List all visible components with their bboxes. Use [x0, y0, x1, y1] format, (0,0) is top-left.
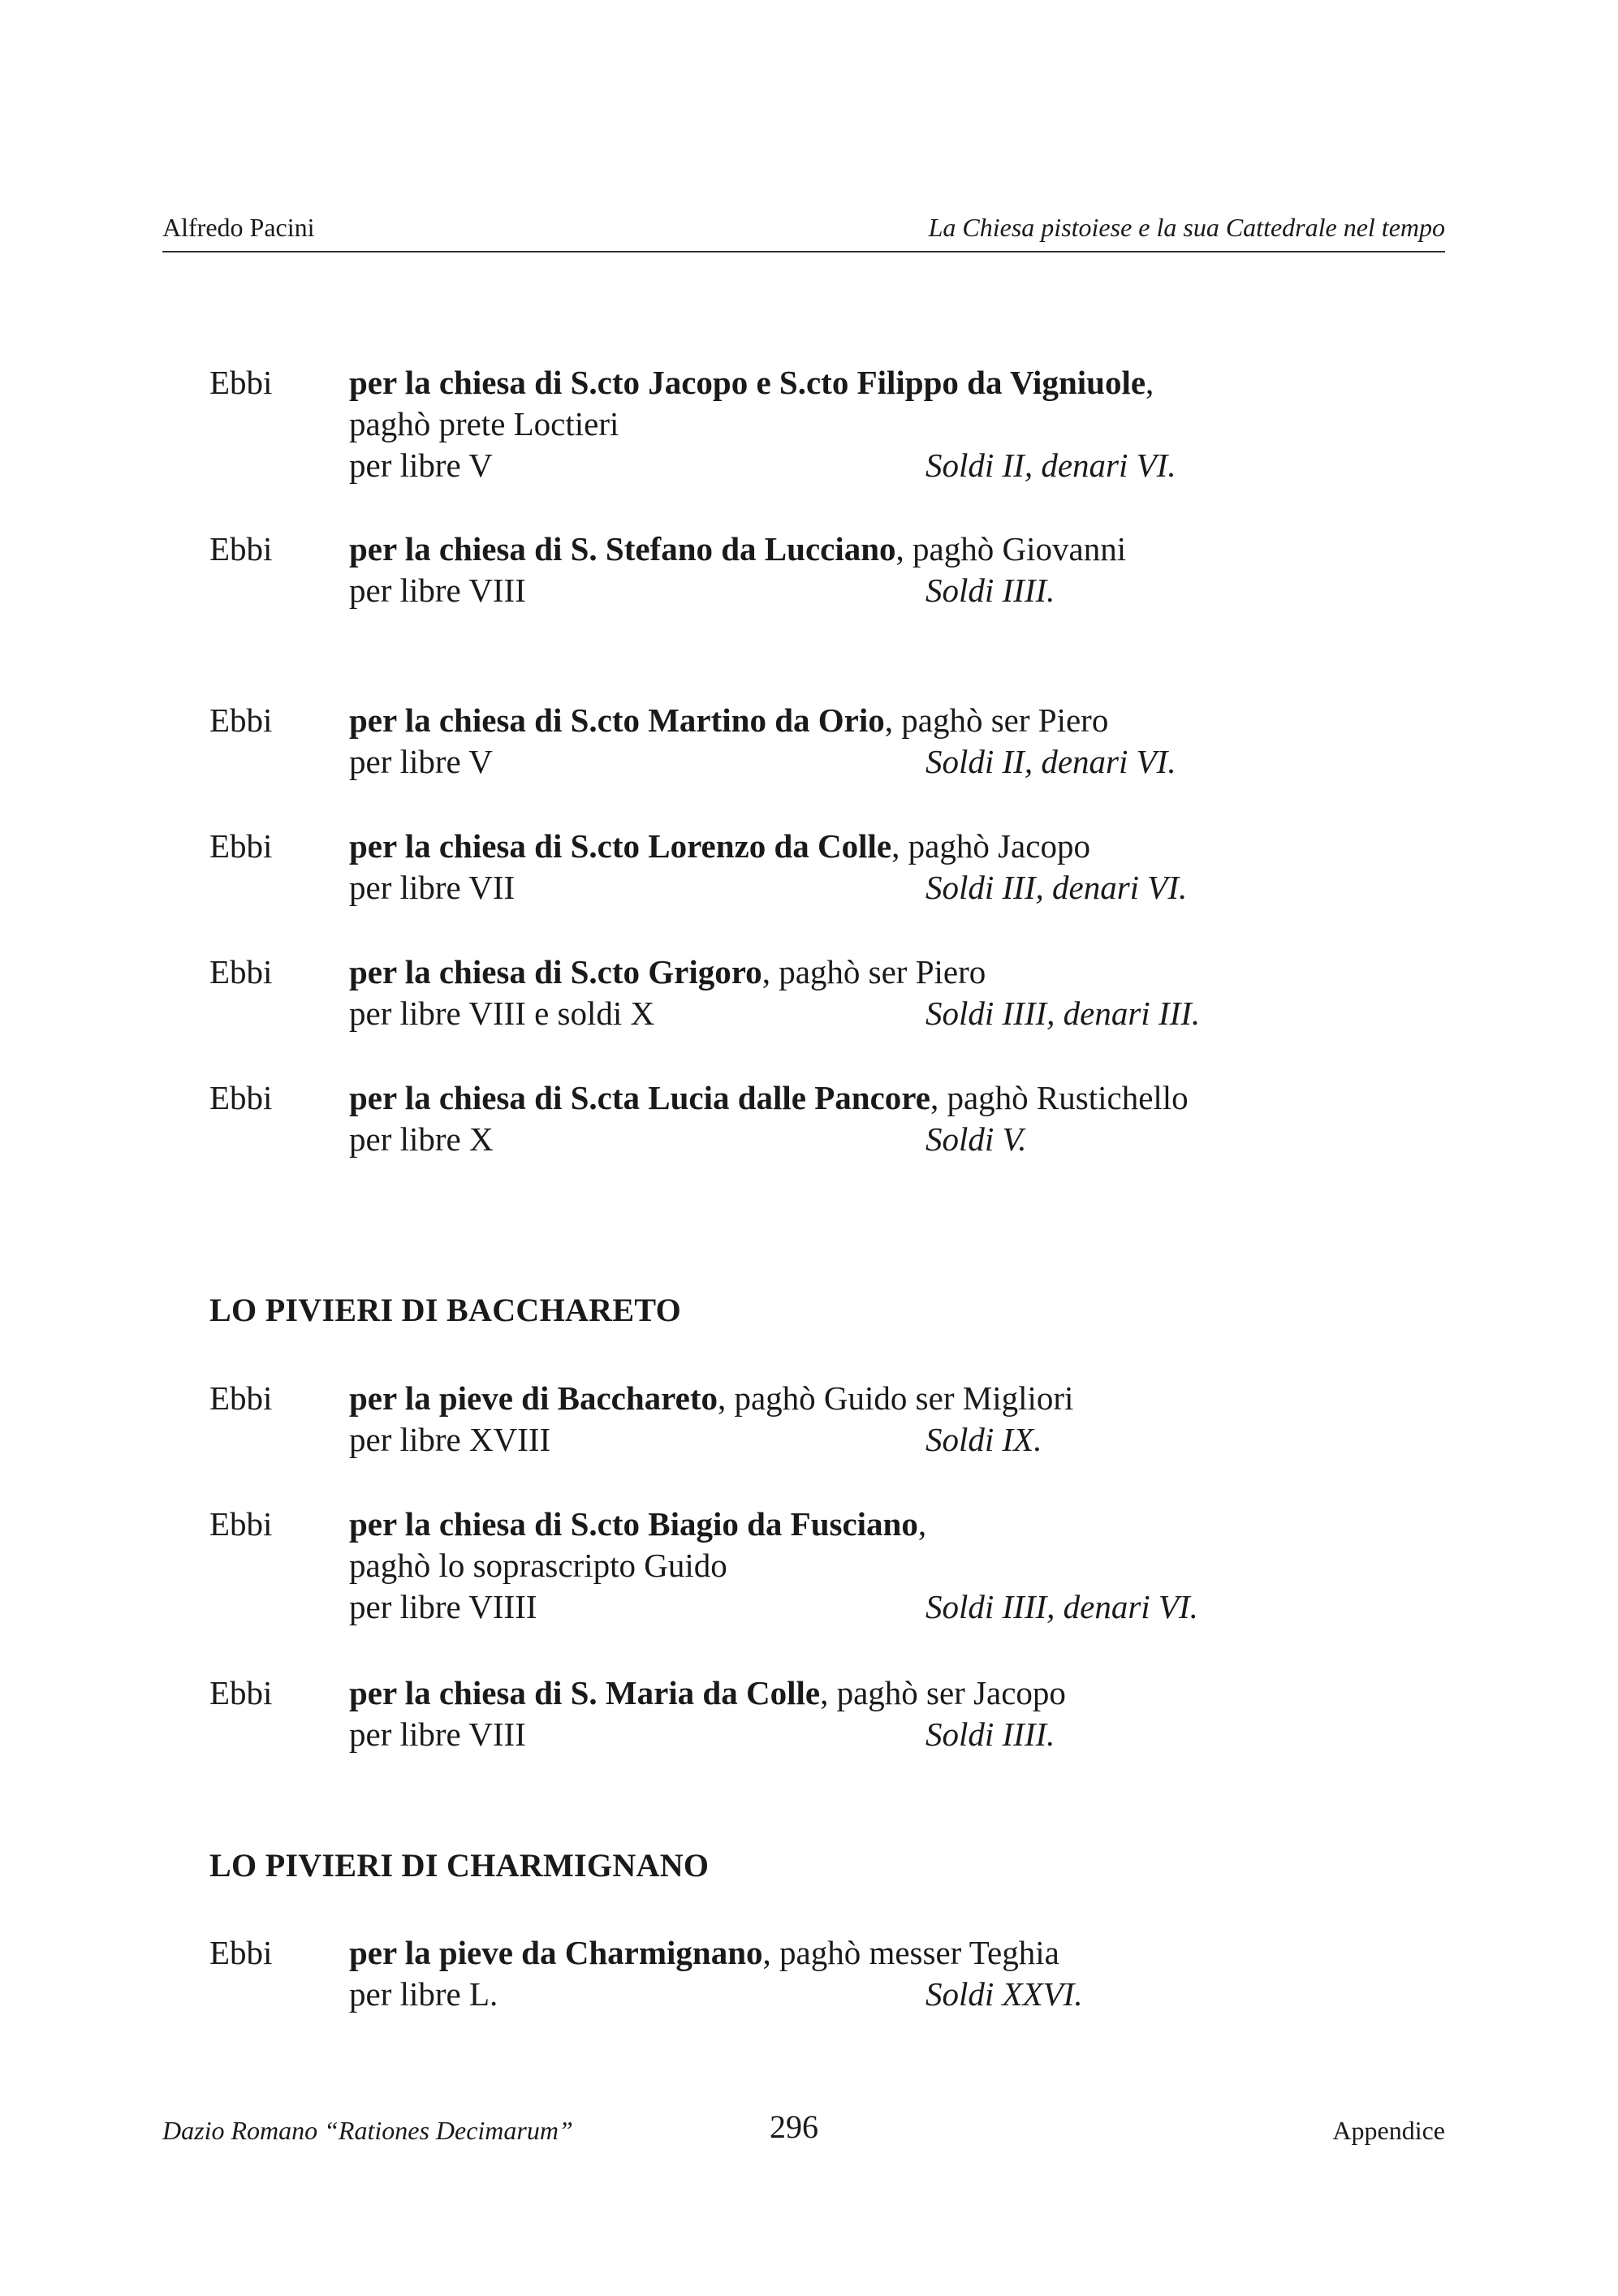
- entry-church: per la chiesa di S.cta Lucia dalle Pancore: [349, 1079, 930, 1116]
- entry-church: per la chiesa di S.cto Lorenzo da Colle: [349, 827, 892, 865]
- entry-church: per la pieve da Charmignano: [349, 1934, 763, 1971]
- entry-church: per la chiesa di S.cto Grigoro: [349, 953, 762, 990]
- running-header: [162, 213, 1445, 252]
- entry-base: per libre VIII e soldi X: [349, 995, 655, 1032]
- entry-verb: Ebbi: [209, 530, 273, 568]
- entry-base: per libre VII: [349, 869, 516, 906]
- entry-payer: , paghò messer Teghia: [762, 1934, 1059, 1971]
- entry-base: per libre VIIII: [349, 1588, 537, 1625]
- entry-payment: Soldi IIII, denari III.: [925, 995, 1201, 1032]
- entry-payment: Soldi IX.: [925, 1421, 1042, 1458]
- entry-verb: Ebbi: [209, 1079, 273, 1116]
- entry-payer: , paghò Giovanni: [895, 530, 1127, 568]
- entry-payer: ,: [917, 1505, 927, 1543]
- entry-verb: Ebbi: [209, 1379, 273, 1417]
- entry-payment: Soldi IIII.: [925, 1716, 1055, 1753]
- entry-payer-line: paghò prete Loctieri: [349, 405, 619, 442]
- entry-verb: Ebbi: [209, 827, 273, 865]
- entry-verb: Ebbi: [209, 1674, 273, 1711]
- entry-church: per la pieve di Bacchareto: [349, 1379, 718, 1417]
- entry-base: per libre V: [349, 743, 493, 780]
- entry-payer: , paghò ser Jacopo: [820, 1674, 1066, 1711]
- entry-payment: Soldi IIII, denari VI.: [925, 1588, 1198, 1625]
- entry-verb: Ebbi: [209, 701, 273, 739]
- entry-church: per la chiesa di S. Maria da Colle: [349, 1674, 821, 1711]
- entry-payer: , paghò Rustichello: [930, 1079, 1189, 1116]
- running-footer: [162, 2108, 1445, 2148]
- entry-payment: Soldi III, denari VI.: [925, 869, 1188, 906]
- entry-base: per libre L.: [349, 1975, 498, 2013]
- entry-base: per libre X: [349, 1120, 494, 1158]
- entry-payer: , paghò ser Piero: [762, 953, 986, 990]
- entry-payer: , paghò ser Piero: [884, 701, 1109, 739]
- entry-church: per la chiesa di S.cto Biagio da Fusciano: [349, 1505, 918, 1543]
- footer-series-title: Dazio Romano “Rationes Decimarum”: [162, 2116, 573, 2145]
- entry-base: per libre VIII: [349, 572, 526, 609]
- entry-payer-line: paghò lo soprascripto Guido: [349, 1547, 727, 1584]
- entry-payer: , paghò Jacopo: [891, 827, 1090, 865]
- entry-payment: Soldi II, denari VI.: [925, 447, 1176, 484]
- entry-payment: Soldi XXVI.: [925, 1975, 1083, 2013]
- entry-church: per la chiesa di S. Stefano da Lucciano: [349, 530, 896, 568]
- entry-verb: Ebbi: [209, 1505, 273, 1543]
- entry-payer: ,: [1146, 364, 1154, 401]
- entry-church: per la chiesa di S.cto Jacopo e S.cto Filippo da Vigniuole: [349, 364, 1146, 401]
- entry-payment: Soldi IIII.: [925, 572, 1055, 609]
- entry-verb: Ebbi: [209, 953, 273, 990]
- entry-church: per la chiesa di S.cto Martino da Orio: [349, 701, 885, 739]
- entry-base: per libre VIII: [349, 1716, 526, 1753]
- page-number: 296: [770, 2108, 818, 2145]
- footer-label: Appendice: [1332, 2116, 1445, 2145]
- entry-payment: Soldi II, denari VI.: [925, 743, 1176, 780]
- header-book-title: La Chiesa pistoiese e la sua Cattedrale nel tempo: [928, 213, 1445, 242]
- entry-payer: , paghò Guido ser Migliori: [717, 1379, 1074, 1417]
- section-heading: LO PIVIERI DI BACCHARETO: [209, 1292, 682, 1328]
- entry-payment: Soldi V.: [925, 1120, 1027, 1158]
- header-author: Alfredo Pacini: [162, 213, 315, 242]
- section-heading: LO PIVIERI DI CHARMIGNANO: [209, 1847, 710, 1884]
- entry-base: per libre V: [349, 447, 493, 484]
- entry-verb: Ebbi: [209, 1934, 273, 1971]
- entry-base: per libre XVIII: [349, 1421, 551, 1458]
- entry-verb: Ebbi: [209, 364, 273, 401]
